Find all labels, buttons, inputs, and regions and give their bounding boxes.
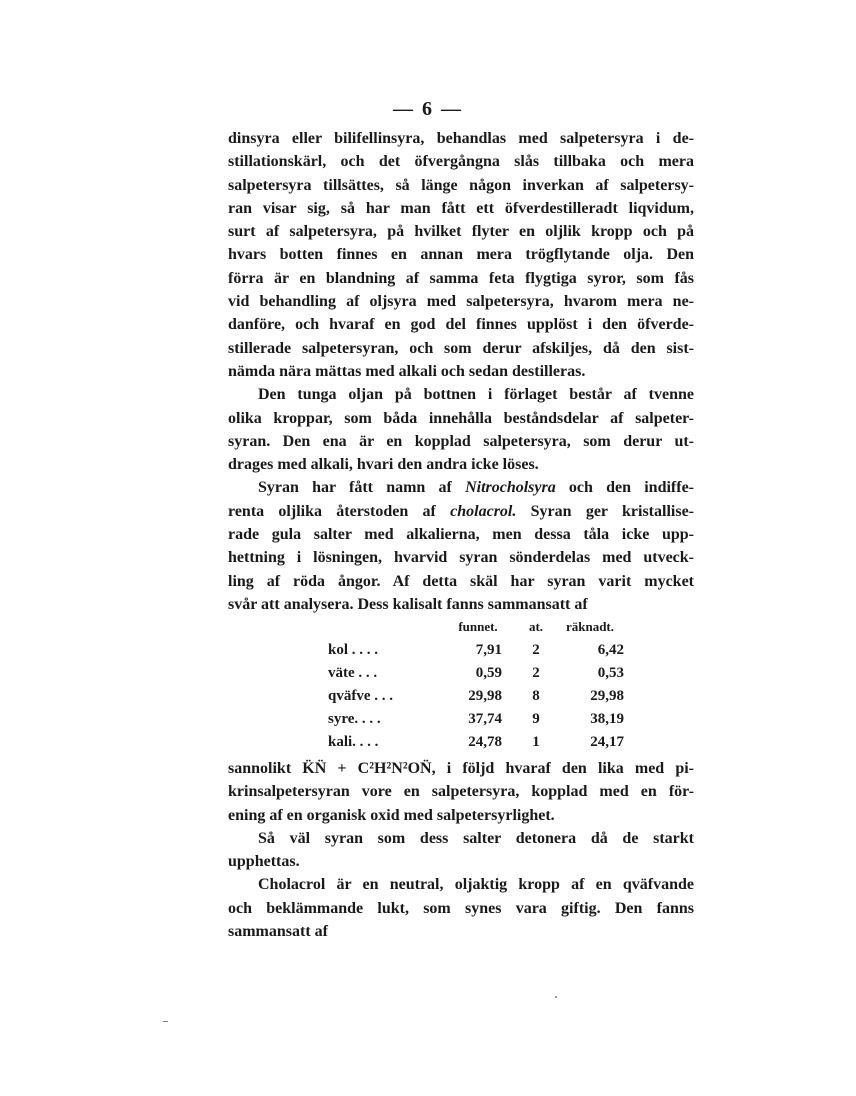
atom-count: 9 xyxy=(532,711,540,727)
substance-name: cholacrol. xyxy=(450,502,517,520)
paragraph-4 xyxy=(228,757,694,827)
text-line: svår att analysera. Dess kalisalt fanns sammansatt af xyxy=(228,595,588,613)
text-line: Cholacrol är en neutral, oljaktig kropp af en qväfvande xyxy=(258,876,694,894)
text-line: olika kroppar, som båda innehålla beståndsdelar af salpeter- xyxy=(228,409,694,427)
text-line: ran visar sig, så har man fått ett öfverdestilleradt liqvidum, xyxy=(228,199,694,217)
table-row xyxy=(328,685,624,708)
text-line: vid behandling af oljsyra med salpetersyra, hvarom mera ne- xyxy=(228,293,694,311)
atom-count: 2 xyxy=(532,665,540,681)
text-line: danföre, och hvaraf en god del finnes upplöst i den öfverde- xyxy=(228,316,694,334)
text-line: förra är en blandning af samma feta flygtiga syror, som fås xyxy=(228,269,694,287)
calculated-value: 24,17 xyxy=(590,734,624,750)
analysis-table-block xyxy=(228,619,694,754)
element-name: qväfve . . . xyxy=(328,688,393,704)
atom-count: 8 xyxy=(532,688,540,704)
chemical-formula: K̈N̈ + C²H²N²ON̈, xyxy=(302,760,436,777)
text-line: stillerade salpetersyran, och som derur afskiljes, då den sist- xyxy=(228,339,694,357)
table-row xyxy=(328,639,624,662)
column-header-element xyxy=(328,619,440,639)
acid-name: Nitrocholsyra xyxy=(465,479,556,497)
table-row xyxy=(328,731,624,754)
found-value: 24,78 xyxy=(468,734,502,750)
text-line: stillationskärl, och det öfvergångna slås tillbaka och mera xyxy=(228,153,694,171)
text-line xyxy=(228,500,694,523)
found-value: 29,98 xyxy=(468,688,502,704)
text-line: syran. Den ena är en kopplad salpetersyra, som derur ut- xyxy=(228,432,694,450)
calculated-value: 6,42 xyxy=(597,642,624,658)
calculated-value: 0,53 xyxy=(597,665,624,681)
analysis-table xyxy=(328,619,624,754)
page-number: — 6 — xyxy=(393,98,463,120)
calculated-value: 29,98 xyxy=(590,688,624,704)
text-line: och beklämmande lukt, som synes vara giftig. Den fanns xyxy=(228,899,694,917)
text-fragment: och den indiffe- xyxy=(555,479,695,497)
body-text-lower xyxy=(228,757,694,943)
table-row xyxy=(328,662,624,685)
text-fragment: renta oljlika återstoden af xyxy=(228,502,451,520)
calculated-value: 38,19 xyxy=(590,711,624,727)
found-value: 0,59 xyxy=(475,665,502,681)
text-fragment: Syran har fått namn af xyxy=(258,479,466,497)
body-text-upper xyxy=(228,127,694,616)
column-header-calculated: räknadt. xyxy=(565,619,615,634)
atom-count: 2 xyxy=(532,642,540,658)
paragraph-5 xyxy=(228,827,694,874)
text-line: upphettas. xyxy=(228,853,300,871)
text-line: Den tunga oljan på bottnen i förlaget består af tvenne xyxy=(258,386,694,404)
text-line: ling af röda ångor. Af detta skäl har syran varit mycket xyxy=(228,572,694,590)
text-line: hvars botten finnes en annan mera trögflytande olja. Den xyxy=(228,246,694,264)
text-line: sammansatt af xyxy=(228,923,328,941)
element-name: syre. . . . xyxy=(328,711,381,727)
table-header-row xyxy=(328,619,624,639)
text-line xyxy=(228,757,694,780)
found-value: 7,91 xyxy=(475,642,502,658)
text-line: drages med alkali, hvari den andra icke löses. xyxy=(228,456,539,474)
text-line: dinsyra eller bilifellinsyra, behandlas med salpetersyra i de- xyxy=(228,130,694,147)
text-line: ening af en organisk oxid med salpetersyrlighet. xyxy=(228,806,555,824)
atom-count: 1 xyxy=(532,734,540,750)
text-line: hettning i lösningen, hvarvid syran sönderdelas med utveck- xyxy=(228,549,694,567)
column-header-atoms: at. xyxy=(528,619,544,634)
text-line: Så väl syran som dess salter detonera då de starkt xyxy=(258,829,694,847)
text-fragment: sannolikt xyxy=(228,760,303,777)
text-line: rade gula salter med alkalierna, men dessa tåla icke upp- xyxy=(228,526,694,544)
text-fragment: i följd hvaraf den lika med pi- xyxy=(435,760,694,777)
element-name: kali. . . . xyxy=(328,734,379,750)
text-line: nämda nära mättas med alkali och sedan destilleras. xyxy=(228,362,586,380)
text-line: krinsalpetersyran vore en salpetersyra, kopplad med en för- xyxy=(228,783,694,801)
paragraph-2 xyxy=(228,383,694,476)
element-name: kol . . . . xyxy=(328,642,379,658)
column-header-found: funnet. xyxy=(458,619,498,634)
element-name: väte . . . xyxy=(328,665,378,681)
text-fragment: Syran ger kristallise- xyxy=(516,502,695,520)
paragraph-6 xyxy=(228,873,694,943)
paragraph-1 xyxy=(228,127,694,383)
text-line: salpetersyra tillsättes, så länge någon inverkan af salpetersy- xyxy=(228,176,694,194)
paragraph-3 xyxy=(228,476,694,616)
found-value: 37,74 xyxy=(468,711,502,727)
table-row xyxy=(328,708,624,731)
text-line xyxy=(228,476,694,499)
scan-speck xyxy=(555,996,557,998)
text-line: surt af salpetersyra, på hvilket flyter en oljlik kropp och på xyxy=(228,223,694,241)
scan-speck xyxy=(163,1021,168,1022)
